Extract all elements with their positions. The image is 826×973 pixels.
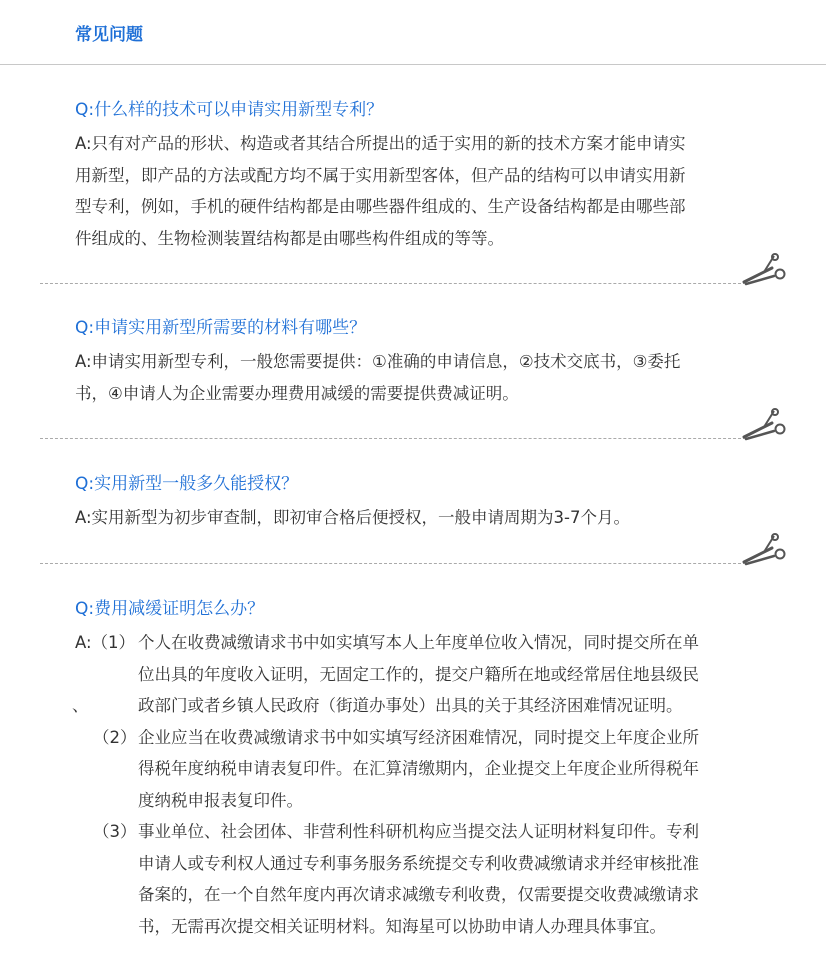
dashed-divider <box>40 438 746 439</box>
faq-question[interactable]: Q:实用新型一般多久能授权？ <box>75 474 299 494</box>
answer-line: 位出具的年度收入证明，无固定工作的，提交户籍所在地或经常居住地县级民 <box>138 664 699 684</box>
answer-line: 申请人或专利权人通过专利事务服务系统提交专利收费减缴请求并经审核批准 <box>138 853 699 873</box>
answer-line: A:（1） 个人在收费减缴请求书中如实填写本人上年度单位收入情况，同时提交所在单 <box>75 627 755 659</box>
faq-item-2 <box>75 316 755 409</box>
answer-line: 书，无需再次提交相关证明材料。知海星可以协助申请人办理具体事宜。 <box>138 916 666 936</box>
faq-item-3 <box>75 472 755 534</box>
stray-mark: 、 <box>72 696 89 715</box>
answer-line: 件组成的、生物检测装置结构都是由哪些构件组成的等等。 <box>75 228 504 248</box>
faq-question[interactable]: Q:费用减缓证明怎么办？ <box>75 599 265 619</box>
answer-line: （2） 企业应当在收费减缴请求书中如实填写经济困难情况，同时提交上年度企业所 <box>75 722 755 754</box>
list-prefix: A:（1） <box>75 633 136 652</box>
answer-line: （3） 事业单位、社会团体、非营利性科研机构应当提交法人证明材料复印件。专利 <box>75 816 755 848</box>
scissors-icon <box>742 532 788 566</box>
page-header <box>0 0 826 65</box>
faq-answer <box>75 128 755 254</box>
faq-item-4 <box>72 597 755 942</box>
answer-line: 型专利，例如，手机的硬件结构都是由哪些器件组成的、生产设备结构都是由哪些部 <box>75 197 686 216</box>
answer-line: A:申请实用新型专利，一般您需要提供：①准确的申请信息，②技术交底书，③委托 <box>75 352 681 371</box>
answer-line: 度纳税申报表复印件。 <box>138 790 303 810</box>
faq-question[interactable]: Q:申请实用新型所需要的材料有哪些？ <box>75 318 367 338</box>
scissors-icon <box>742 252 788 286</box>
page-title: 常见问题 <box>75 25 143 45</box>
answer-line: 备案的，在一个自然年度内再次请求减缴专利收费，仅需要提交收费减缴请求 <box>138 885 699 904</box>
faq-answer <box>72 627 755 942</box>
answer-line: 得税年度纳税申请表复印件。在汇算清缴期内，企业提交上年度企业所得税年 <box>138 759 699 778</box>
dashed-divider <box>40 563 746 564</box>
list-prefix: （2） <box>93 727 137 747</box>
list-prefix: （3） <box>93 822 137 841</box>
answer-line: A:只有对产品的形状、构造或者其结合所提出的适于实用的新的技术方案才能申请实 <box>75 134 686 153</box>
faq-item-1 <box>75 98 755 254</box>
answer-line: 用新型，即产品的方法或配方均不属于实用新型客体，但产品的结构可以申请实用新 <box>75 165 686 185</box>
faq-question[interactable]: Q:什么样的技术可以申请实用新型专利？ <box>75 100 384 120</box>
faq-answer <box>75 346 755 409</box>
answer-line: A:实用新型为初步审查制，即初审合格后便授权，一般申请周期为3-7个月。 <box>75 508 631 527</box>
dashed-divider <box>40 283 746 284</box>
answer-line: 书，④申请人为企业需要办理费用减缓的需要提供费减证明。 <box>75 383 519 403</box>
scissors-icon <box>742 407 788 441</box>
faq-answer <box>75 502 755 534</box>
answer-line: 、 政部门或者乡镇人民政府（街道办事处）出具的关于其经济困难情况证明。 <box>75 690 755 722</box>
